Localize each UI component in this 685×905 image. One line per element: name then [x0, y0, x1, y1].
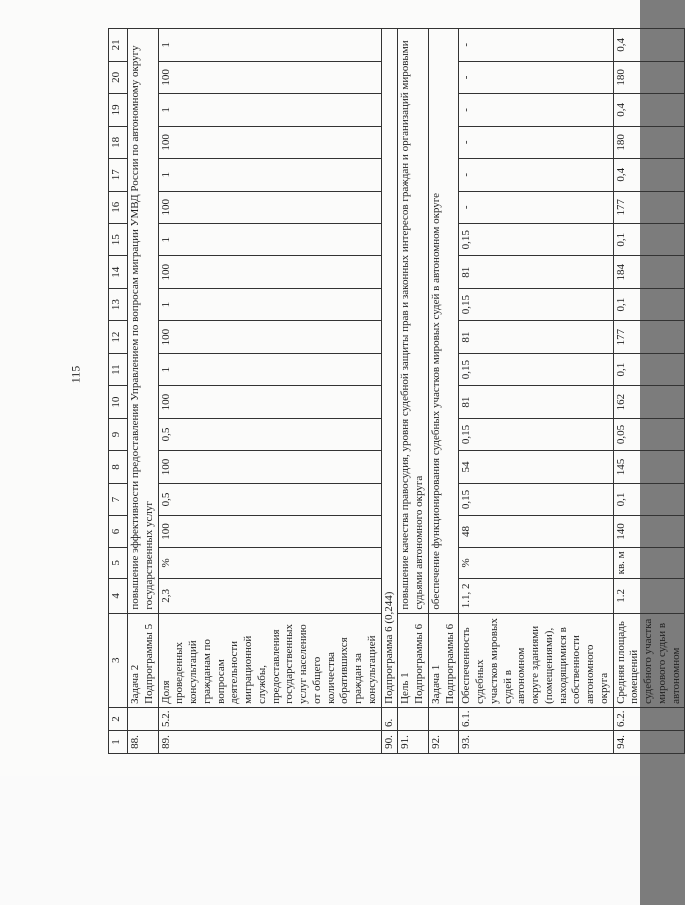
table-cell: 1.1, 2 [459, 579, 613, 614]
table-cell: 0,4 [613, 94, 685, 126]
row-code: 6.1. [459, 707, 613, 730]
table-cell: 162 [613, 386, 685, 418]
header-cell: 13 [109, 288, 128, 320]
table-cell: - [459, 191, 613, 223]
header-cell: 20 [109, 61, 128, 93]
table-cell: 0,1 [613, 224, 685, 256]
header-cell: 19 [109, 94, 128, 126]
table-cell: 177 [613, 191, 685, 223]
table-cell: 1 [158, 29, 381, 62]
table-cell: 0,1 [613, 483, 685, 515]
header-cell: 7 [109, 483, 128, 515]
page-number: 115 [68, 365, 83, 384]
row-number: 89. [158, 730, 381, 753]
row-description: обеспечение функционирования судебных участков мировых судей в автономном округе [428, 29, 459, 614]
table-cell: 180 [613, 61, 685, 93]
table-cell: 1 [158, 288, 381, 320]
table-cell: % [158, 547, 381, 578]
table-cell: 0,15 [459, 224, 613, 256]
table-cell: 0,1 [613, 288, 685, 320]
header-cell: 5 [109, 547, 128, 578]
table-cell: - [459, 29, 613, 62]
table-cell: 100 [158, 61, 381, 93]
table-cell: 0,15 [459, 353, 613, 385]
table-row [613, 29, 685, 754]
table-cell: 100 [158, 321, 381, 353]
header-cell: 2 [109, 707, 128, 730]
table-cell: 145 [613, 451, 685, 483]
row-number: 94. [613, 730, 685, 753]
table-cell: 48 [459, 516, 613, 547]
table-cell: 100 [158, 256, 381, 288]
table-cell: 0,1 [613, 353, 685, 385]
row-description: повышение качества правосудия, уровня судебной защиты прав и законных интересов граждан и организаций мировыми судьями автономного округа [398, 29, 429, 614]
header-cell: 4 [109, 579, 128, 614]
table-cell: 1 [158, 94, 381, 126]
header-cell: 15 [109, 224, 128, 256]
row-name: Задача 1 Подпрограммы 6 [428, 613, 459, 707]
table-row [459, 29, 613, 754]
table-cell: 0,5 [158, 418, 381, 450]
indicators-table [108, 28, 685, 754]
header-cell: 8 [109, 451, 128, 483]
header-row [109, 29, 128, 754]
row-number: 90. [381, 730, 398, 753]
header-cell: 1 [109, 730, 128, 753]
row-name: Задача 2 Подпрограммы 5 [128, 613, 159, 707]
table-cell: 81 [459, 386, 613, 418]
header-cell: 16 [109, 191, 128, 223]
header-cell: 10 [109, 386, 128, 418]
header-cell: 12 [109, 321, 128, 353]
table-cell: 1.2 [613, 579, 685, 614]
table-cell: 54 [459, 451, 613, 483]
table-row [398, 29, 429, 754]
header-cell: 14 [109, 256, 128, 288]
row-name: Цель 1 Подпрограммы 6 [398, 613, 429, 707]
table-cell: кв. м [613, 547, 685, 578]
table-cell: 81 [459, 256, 613, 288]
table-cell: - [459, 159, 613, 191]
table-cell: 100 [158, 516, 381, 547]
table-cell: 0,15 [459, 483, 613, 515]
table-cell: 0,5 [158, 483, 381, 515]
header-cell: 3 [109, 613, 128, 707]
row-number: 92. [428, 730, 459, 753]
table-cell: 2,3 [158, 579, 381, 614]
row-code [428, 707, 459, 730]
header-cell: 21 [109, 29, 128, 62]
table-cell: 140 [613, 516, 685, 547]
table-cell: 100 [158, 451, 381, 483]
table-cell: 0,4 [613, 29, 685, 62]
table-cell: 0,4 [613, 159, 685, 191]
row-name: Обеспеченность судебных участков мировых судей в автономном округе зданиями (помещениями), находящимися в собственности автономного округа [459, 613, 613, 707]
table-cell: 177 [613, 321, 685, 353]
row-description: повышение эффективности предоставления Управлением по вопросам миграции УМВД России по автономному округу государственных услуг [128, 29, 159, 614]
table-cell: - [459, 94, 613, 126]
table-cell: 0,15 [459, 418, 613, 450]
row-code: 5.2. [158, 707, 381, 730]
table-cell: 1 [158, 353, 381, 385]
rotated-table-sheet [108, 28, 682, 754]
table-cell: - [459, 126, 613, 158]
table-cell: 1 [158, 159, 381, 191]
table-cell: 184 [613, 256, 685, 288]
row-name: Подпрограмма 6 (0,244) [381, 29, 398, 708]
row-name: Средняя площадь помещений судебного участка мирового судьи в автономном [613, 613, 685, 707]
row-code: 6. [381, 707, 398, 730]
row-number: 88. [128, 730, 159, 753]
table-row [381, 29, 398, 754]
table-cell: 100 [158, 386, 381, 418]
table-row [128, 29, 159, 754]
header-cell: 17 [109, 159, 128, 191]
table-row [158, 29, 381, 754]
header-cell: 6 [109, 516, 128, 547]
table-cell: 1 [158, 224, 381, 256]
table-cell: 100 [158, 126, 381, 158]
table-row [428, 29, 459, 754]
row-code [128, 707, 159, 730]
table-cell: 81 [459, 321, 613, 353]
table-cell: 0,05 [613, 418, 685, 450]
row-number: 91. [398, 730, 429, 753]
table-cell: 180 [613, 126, 685, 158]
table-cell: 0,15 [459, 288, 613, 320]
table-cell: % [459, 547, 613, 578]
header-cell: 9 [109, 418, 128, 450]
header-cell: 11 [109, 353, 128, 385]
table-cell: - [459, 61, 613, 93]
row-code: 6.2. [613, 707, 685, 730]
header-cell: 18 [109, 126, 128, 158]
bottom-margin [0, 776, 640, 905]
table-cell: 100 [158, 191, 381, 223]
row-code [398, 707, 429, 730]
row-number: 93. [459, 730, 613, 753]
row-name: Доля проведенных консультаций гражданам по вопросам деятельности миграционной службы, предоставления государственных услуг населению от общего количества обратившихся граждан за консультацией [158, 613, 381, 707]
